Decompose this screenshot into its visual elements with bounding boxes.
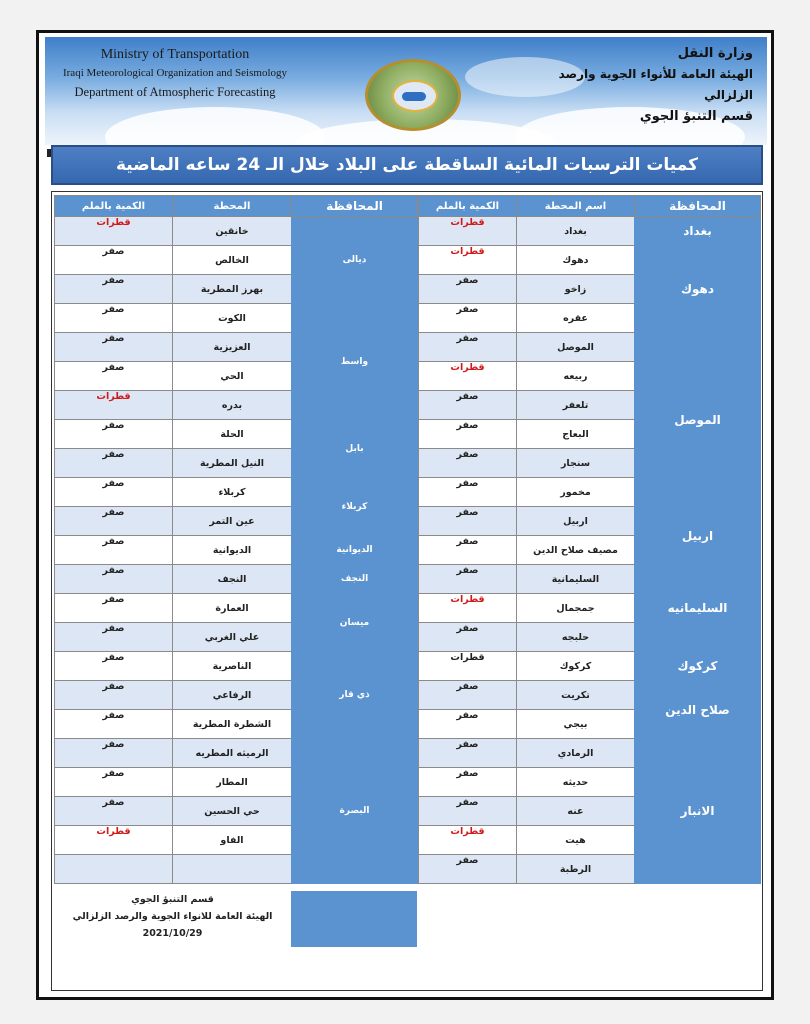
amount-cell: صفر: [55, 246, 173, 275]
station-cell: النيل المطرية: [173, 449, 292, 478]
amount-cell: صفر: [419, 333, 517, 362]
table-row: [55, 420, 418, 449]
footer-signature: [54, 891, 291, 947]
station-cell: مخمور: [517, 478, 635, 507]
amount-cell: قطرات: [419, 594, 517, 623]
table-row: [55, 536, 418, 565]
footer-organization: الهيئة العامة للانواء الجوية والرصد الزلزالي: [72, 911, 273, 922]
table-row: [419, 507, 761, 536]
organization-name-ar: الهيئة العامة للأنواء الجوية وارصد الزلزالي: [558, 67, 753, 102]
station-cell: المطار: [173, 768, 292, 797]
station-header: اسم المحطة: [517, 196, 635, 217]
governorate-cell: الانبار: [635, 739, 761, 884]
table-row: [55, 652, 418, 681]
english-heading: [55, 45, 295, 102]
station-cell: سنجار: [517, 449, 635, 478]
governorate-cell: بغداد: [635, 217, 761, 246]
amount-cell: صفر: [419, 449, 517, 478]
left-rainfall-table: [54, 195, 418, 884]
station-cell: الفاو: [173, 826, 292, 855]
station-cell: بدره: [173, 391, 292, 420]
amount-cell: صفر: [55, 420, 173, 449]
table-row: [55, 304, 418, 333]
amount-cell: صفر: [419, 391, 517, 420]
amount-cell: قطرات: [419, 652, 517, 681]
amount-cell: صفر: [55, 768, 173, 797]
station-cell: تلعفر: [517, 391, 635, 420]
table-row: [419, 246, 761, 275]
governorate-cell: السليمانيه: [635, 565, 761, 652]
governorate-cell: كربلاء: [292, 478, 418, 536]
amount-cell: [55, 855, 173, 884]
amount-cell: قطرات: [419, 362, 517, 391]
governorate-cell: كركوك: [635, 652, 761, 681]
right-rainfall-table: [418, 195, 761, 884]
department-name-en: Department of Atmospheric Forecasting: [74, 85, 276, 99]
amount-cell: قطرات: [419, 826, 517, 855]
amount-cell: صفر: [419, 507, 517, 536]
amount-header: الكمية بالملم: [419, 196, 517, 217]
station-cell: الناصرية: [173, 652, 292, 681]
amount-cell: قطرات: [419, 246, 517, 275]
table-row: [55, 478, 418, 507]
station-cell: حلبجه: [517, 623, 635, 652]
station-cell: جمجمال: [517, 594, 635, 623]
station-cell: عقره: [517, 304, 635, 333]
station-cell: الحلة: [173, 420, 292, 449]
department-name-ar: قسم التنبؤ الجوي: [639, 109, 753, 124]
station-cell: عنه: [517, 797, 635, 826]
amount-cell: صفر: [55, 536, 173, 565]
station-cell: البعاج: [517, 420, 635, 449]
station-cell: الرميثه المطريه: [173, 739, 292, 768]
amount-cell: صفر: [55, 652, 173, 681]
table-row: [55, 565, 418, 594]
bulletin-title: كميات الترسبات المائية الساقطة على البلاد خلال الـ 24 ساعه الماضية: [51, 145, 763, 185]
amount-cell: صفر: [55, 275, 173, 304]
amount-cell: صفر: [55, 797, 173, 826]
station-header: المحطة: [173, 196, 292, 217]
table-row: [55, 739, 418, 768]
gov-header: المحافظة: [635, 196, 761, 217]
bulletin-sheet: [36, 30, 774, 1000]
table-row: [419, 333, 761, 362]
station-cell: [173, 855, 292, 884]
station-cell: دهوك: [517, 246, 635, 275]
footer-gov-fill: [291, 891, 417, 947]
station-cell: مصيف صلاح الدين: [517, 536, 635, 565]
amount-cell: صفر: [419, 304, 517, 333]
amount-cell: صفر: [55, 333, 173, 362]
amount-cell: صفر: [55, 449, 173, 478]
amount-cell: صفر: [419, 420, 517, 449]
station-cell: تكريت: [517, 681, 635, 710]
governorate-cell: اربيل: [635, 507, 761, 565]
station-cell: بيجي: [517, 710, 635, 739]
station-cell: كركوك: [517, 652, 635, 681]
amount-cell: صفر: [419, 797, 517, 826]
governorate-cell: الديوانية: [292, 536, 418, 565]
station-cell: العزيزية: [173, 333, 292, 362]
amount-cell: صفر: [55, 362, 173, 391]
amount-cell: صفر: [55, 623, 173, 652]
ministry-name-en: Ministry of Transportation: [100, 47, 250, 62]
amount-cell: قطرات: [55, 391, 173, 420]
table-row: [419, 652, 761, 681]
footer-department: قسم التنبؤ الجوي: [131, 894, 214, 905]
amount-cell: صفر: [419, 739, 517, 768]
station-cell: الموصل: [517, 333, 635, 362]
station-cell: كربلاء: [173, 478, 292, 507]
governorate-cell: دهوك: [635, 246, 761, 333]
arabic-heading: [533, 43, 753, 127]
station-cell: السليمانية: [517, 565, 635, 594]
governorate-cell: بابل: [292, 420, 418, 478]
amount-cell: صفر: [55, 304, 173, 333]
gov-header: المحافظة: [292, 196, 418, 217]
station-cell: عين التمر: [173, 507, 292, 536]
station-cell: الخالص: [173, 246, 292, 275]
station-cell: الحي: [173, 362, 292, 391]
station-cell: حديثه: [517, 768, 635, 797]
header-banner: [45, 37, 767, 145]
station-cell: العمارة: [173, 594, 292, 623]
amount-cell: صفر: [419, 536, 517, 565]
amount-cell: صفر: [419, 681, 517, 710]
amount-cell: صفر: [419, 275, 517, 304]
governorate-cell: واسط: [292, 304, 418, 420]
amount-cell: صفر: [55, 739, 173, 768]
station-cell: الكوت: [173, 304, 292, 333]
station-cell: هيت: [517, 826, 635, 855]
station-cell: بغداد: [517, 217, 635, 246]
station-cell: حي الحسين: [173, 797, 292, 826]
amount-cell: صفر: [419, 623, 517, 652]
table-row: [55, 217, 418, 246]
station-cell: خانقين: [173, 217, 292, 246]
governorate-cell: صلاح الدين: [635, 681, 761, 739]
table-row: [419, 681, 761, 710]
station-cell: علي الغربي: [173, 623, 292, 652]
amount-cell: صفر: [55, 681, 173, 710]
ministry-name-ar: وزارة النقل: [677, 46, 753, 61]
governorate-cell: النجف: [292, 565, 418, 594]
station-cell: ربيعه: [517, 362, 635, 391]
station-cell: اربيل: [517, 507, 635, 536]
station-cell: الرطبة: [517, 855, 635, 884]
table-row: [419, 565, 761, 594]
station-cell: الرمادي: [517, 739, 635, 768]
amount-cell: صفر: [419, 565, 517, 594]
station-cell: الديوانية: [173, 536, 292, 565]
amount-cell: صفر: [419, 710, 517, 739]
table-row: [419, 217, 761, 246]
organization-name-en: Iraqi Meteorological Organization and Seismology: [62, 67, 288, 79]
table-row: [419, 739, 761, 768]
governorate-cell: ديالى: [292, 217, 418, 304]
amount-cell: صفر: [55, 710, 173, 739]
station-cell: بهرز المطرية: [173, 275, 292, 304]
station-cell: الرفاعي: [173, 681, 292, 710]
amount-cell: قطرات: [419, 217, 517, 246]
governorate-cell: ميسان: [292, 594, 418, 652]
organization-logo: [365, 59, 461, 131]
amount-cell: قطرات: [55, 217, 173, 246]
governorate-cell: ذي قار: [292, 652, 418, 739]
amount-cell: صفر: [55, 565, 173, 594]
governorate-cell: الموصل: [635, 333, 761, 507]
amount-header: الكمية بالملم: [55, 196, 173, 217]
amount-cell: صفر: [55, 507, 173, 536]
amount-cell: صفر: [419, 768, 517, 797]
station-cell: زاخو: [517, 275, 635, 304]
station-cell: النجف: [173, 565, 292, 594]
footer-date: 2021/10/29: [142, 928, 203, 939]
amount-cell: قطرات: [55, 826, 173, 855]
amount-cell: صفر: [55, 594, 173, 623]
table-row: [55, 594, 418, 623]
amount-cell: صفر: [55, 478, 173, 507]
amount-cell: صفر: [419, 855, 517, 884]
station-cell: الشطرة المطرية: [173, 710, 292, 739]
amount-cell: صفر: [419, 478, 517, 507]
governorate-cell: البصرة: [292, 739, 418, 884]
